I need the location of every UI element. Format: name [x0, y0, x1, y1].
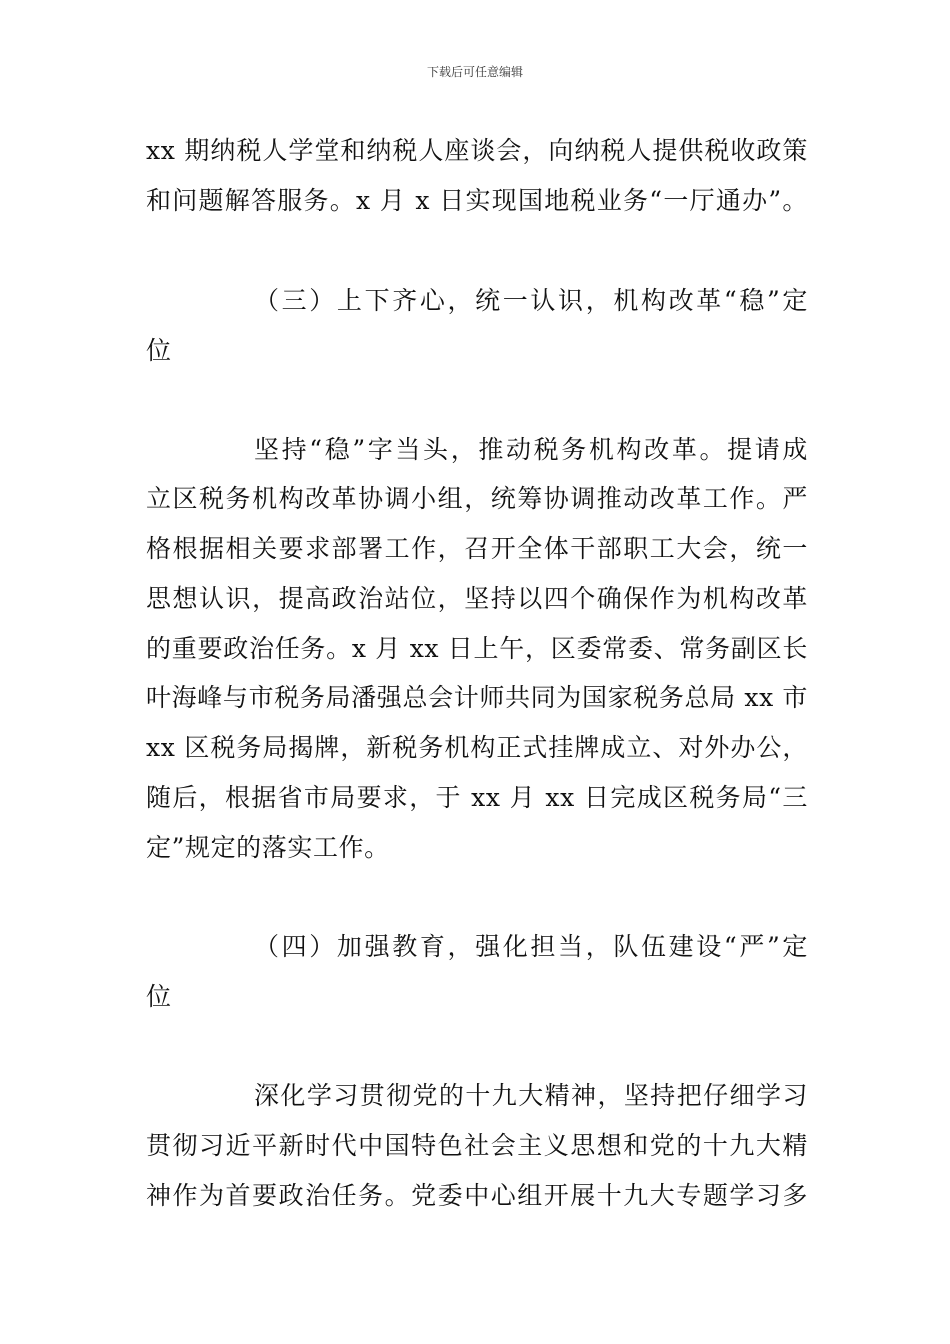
paragraph-line: xx 区税务局揭牌，新税务机构正式挂牌成立、对外办公，: [146, 733, 808, 762]
paragraph-line: 坚持“稳”字当头，推动税务机构改革。提请成: [254, 435, 808, 464]
paragraph-line: 定”规定的落实工作。: [146, 833, 390, 862]
paragraph-line: 的重要政治任务。x 月 xx 日上午，区委常委、常务副区长: [146, 634, 808, 663]
paragraph-line: 深化学习贯彻党的十九大精神，坚持把仔细学习: [254, 1081, 808, 1110]
paragraph-line: 和问题解答服务。x 月 x 日实现国地税业务“一厅通办”。: [146, 186, 808, 215]
paragraph-line: 随后，根据省市局要求，于 xx 月 xx 日完成区税务局“三: [146, 783, 808, 812]
paragraph-line: 立区税务机构改革协调小组，统筹协调推动改革工作。严: [146, 484, 808, 513]
section-heading-line: 位: [146, 982, 172, 1011]
paragraph-line: 神作为首要政治任务。党委中心组开展十九大专题学习多: [146, 1181, 808, 1210]
section-heading-line: （三）上下齐心，统一认识，机构改革“稳”定: [254, 286, 808, 315]
paragraph-line: 贯彻习近平新时代中国特色社会主义思想和党的十九大精: [146, 1131, 808, 1160]
section-heading-line: （四）加强教育，强化担当，队伍建设“严”定: [254, 932, 808, 961]
paragraph-line: xx 期纳税人学堂和纳税人座谈会，向纳税人提供税收政策: [146, 136, 808, 165]
paragraph-line: 叶海峰与市税务局潘强总会计师共同为国家税务总局 xx 市: [146, 683, 808, 712]
section-heading-line: 位: [146, 336, 172, 365]
paragraph-line: 格根据相关要求部署工作，召开全体干部职工大会，统一: [146, 534, 808, 563]
paragraph-line: 思想认识，提高政治站位，坚持以四个确保作为机构改革: [146, 584, 808, 613]
page-header-note: 下载后可任意编辑: [426, 65, 523, 79]
